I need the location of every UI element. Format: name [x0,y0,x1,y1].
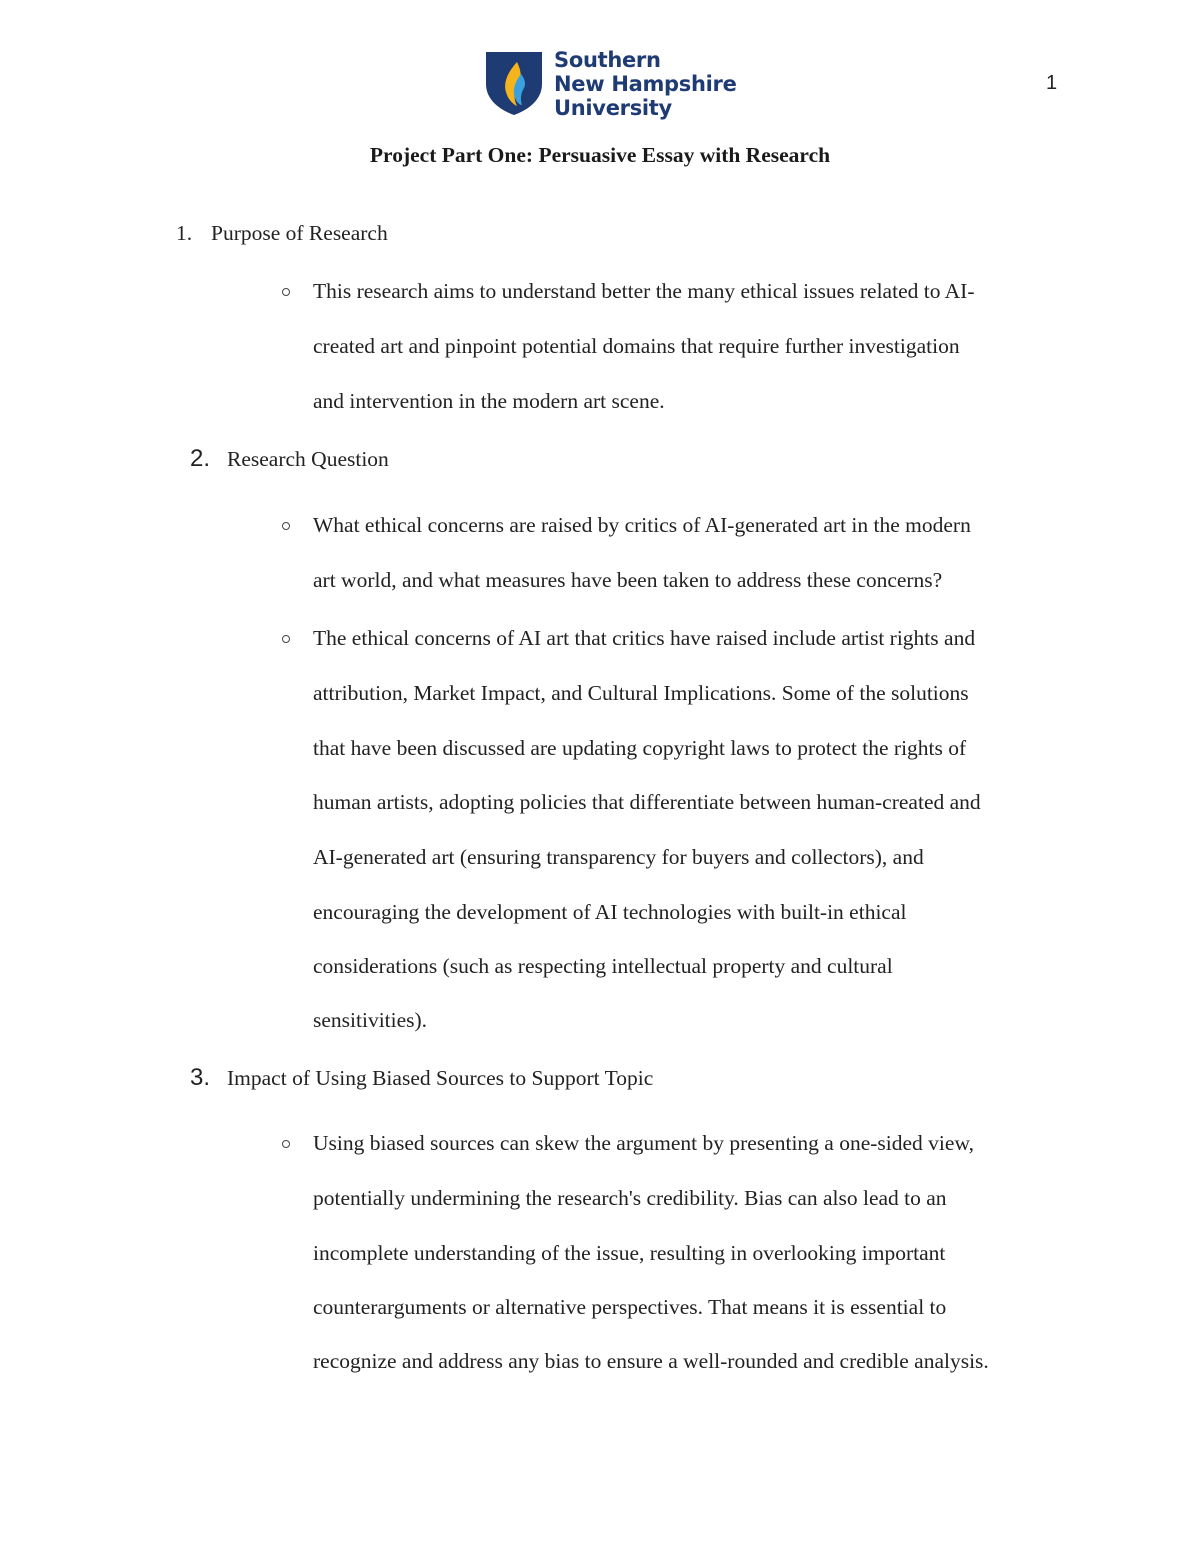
page-number: 1 [1046,72,1058,94]
section-3-bullet-1-line-4: counterarguments or alternative perspectives. That means it is essential to [313,1295,947,1319]
bullet-circle-icon [282,635,290,643]
section-1-bullet-1-line-2: created art and pinpoint potential domains that require further investigation [313,334,960,358]
bullet-circle-icon [282,288,290,296]
logo-wordmark [554,48,737,120]
section-1-heading: Purpose of Research [211,221,388,245]
section-2-bullet-2-line-7: considerations (such as respecting intellectual property and cultural [313,954,893,978]
logo-line-3: University [554,96,672,120]
section-3-bullet-1-line-2: potentially undermining the research's credibility. Bias can also lead to an [313,1186,947,1210]
bullet-circle-icon [282,1140,290,1148]
document-title: Project Part One: Persuasive Essay with Research [369,143,831,167]
section-3-bullet-1-line-5: recognize and address any bias to ensure a well-rounded and credible analysis. [313,1349,989,1373]
section-3-number: 3. [190,1064,211,1091]
bullet-circle-icon [282,522,290,530]
section-2-bullet-2-line-8: sensitivities). [313,1008,428,1032]
section-2-bullet-2-line-6: encouraging the development of AI technologies with built-in ethical [313,900,907,924]
section-1-bullet-1-line-1: This research aims to understand better the many ethical issues related to AI- [313,279,975,303]
section-1-bullet-1-line-3: and intervention in the modern art scene. [313,389,665,413]
section-2-bullet-2-line-2: attribution, Market Impact, and Cultural Implications. Some of the solutions [313,681,969,705]
section-2-bullet-1-line-2: art world, and what measures have been taken to address these concerns? [313,568,943,592]
section-2-bullet-2-line-3: that have been discussed are updating copyright laws to protect the rights of [313,736,967,760]
section-2-bullet-1-line-1: What ethical concerns are raised by critics of AI-generated art in the modern [313,513,971,537]
university-logo [484,48,744,120]
logo-line-2: New Hampshire [554,72,737,96]
section-2-bullet-2-line-4: human artists, adopting policies that differentiate between human-created and [313,790,981,814]
shield-flame-icon [484,50,544,116]
section-2-heading: Research Question [227,447,389,471]
section-3-heading: Impact of Using Biased Sources to Support Topic [227,1066,654,1090]
section-2-bullet-2-line-5: AI-generated art (ensuring transparency for buyers and collectors), and [313,845,924,869]
section-3-bullet-1-line-3: incomplete understanding of the issue, resulting in overlooking important [313,1241,946,1265]
section-2-bullet-2-line-1: The ethical concerns of AI art that critics have raised include artist rights and [313,626,976,650]
logo-line-1: Southern [554,48,661,72]
section-1-number: 1. [176,221,193,245]
section-3-bullet-1-line-1: Using biased sources can skew the argument by presenting a one-sided view, [313,1131,974,1155]
section-2-number: 2. [190,445,211,472]
